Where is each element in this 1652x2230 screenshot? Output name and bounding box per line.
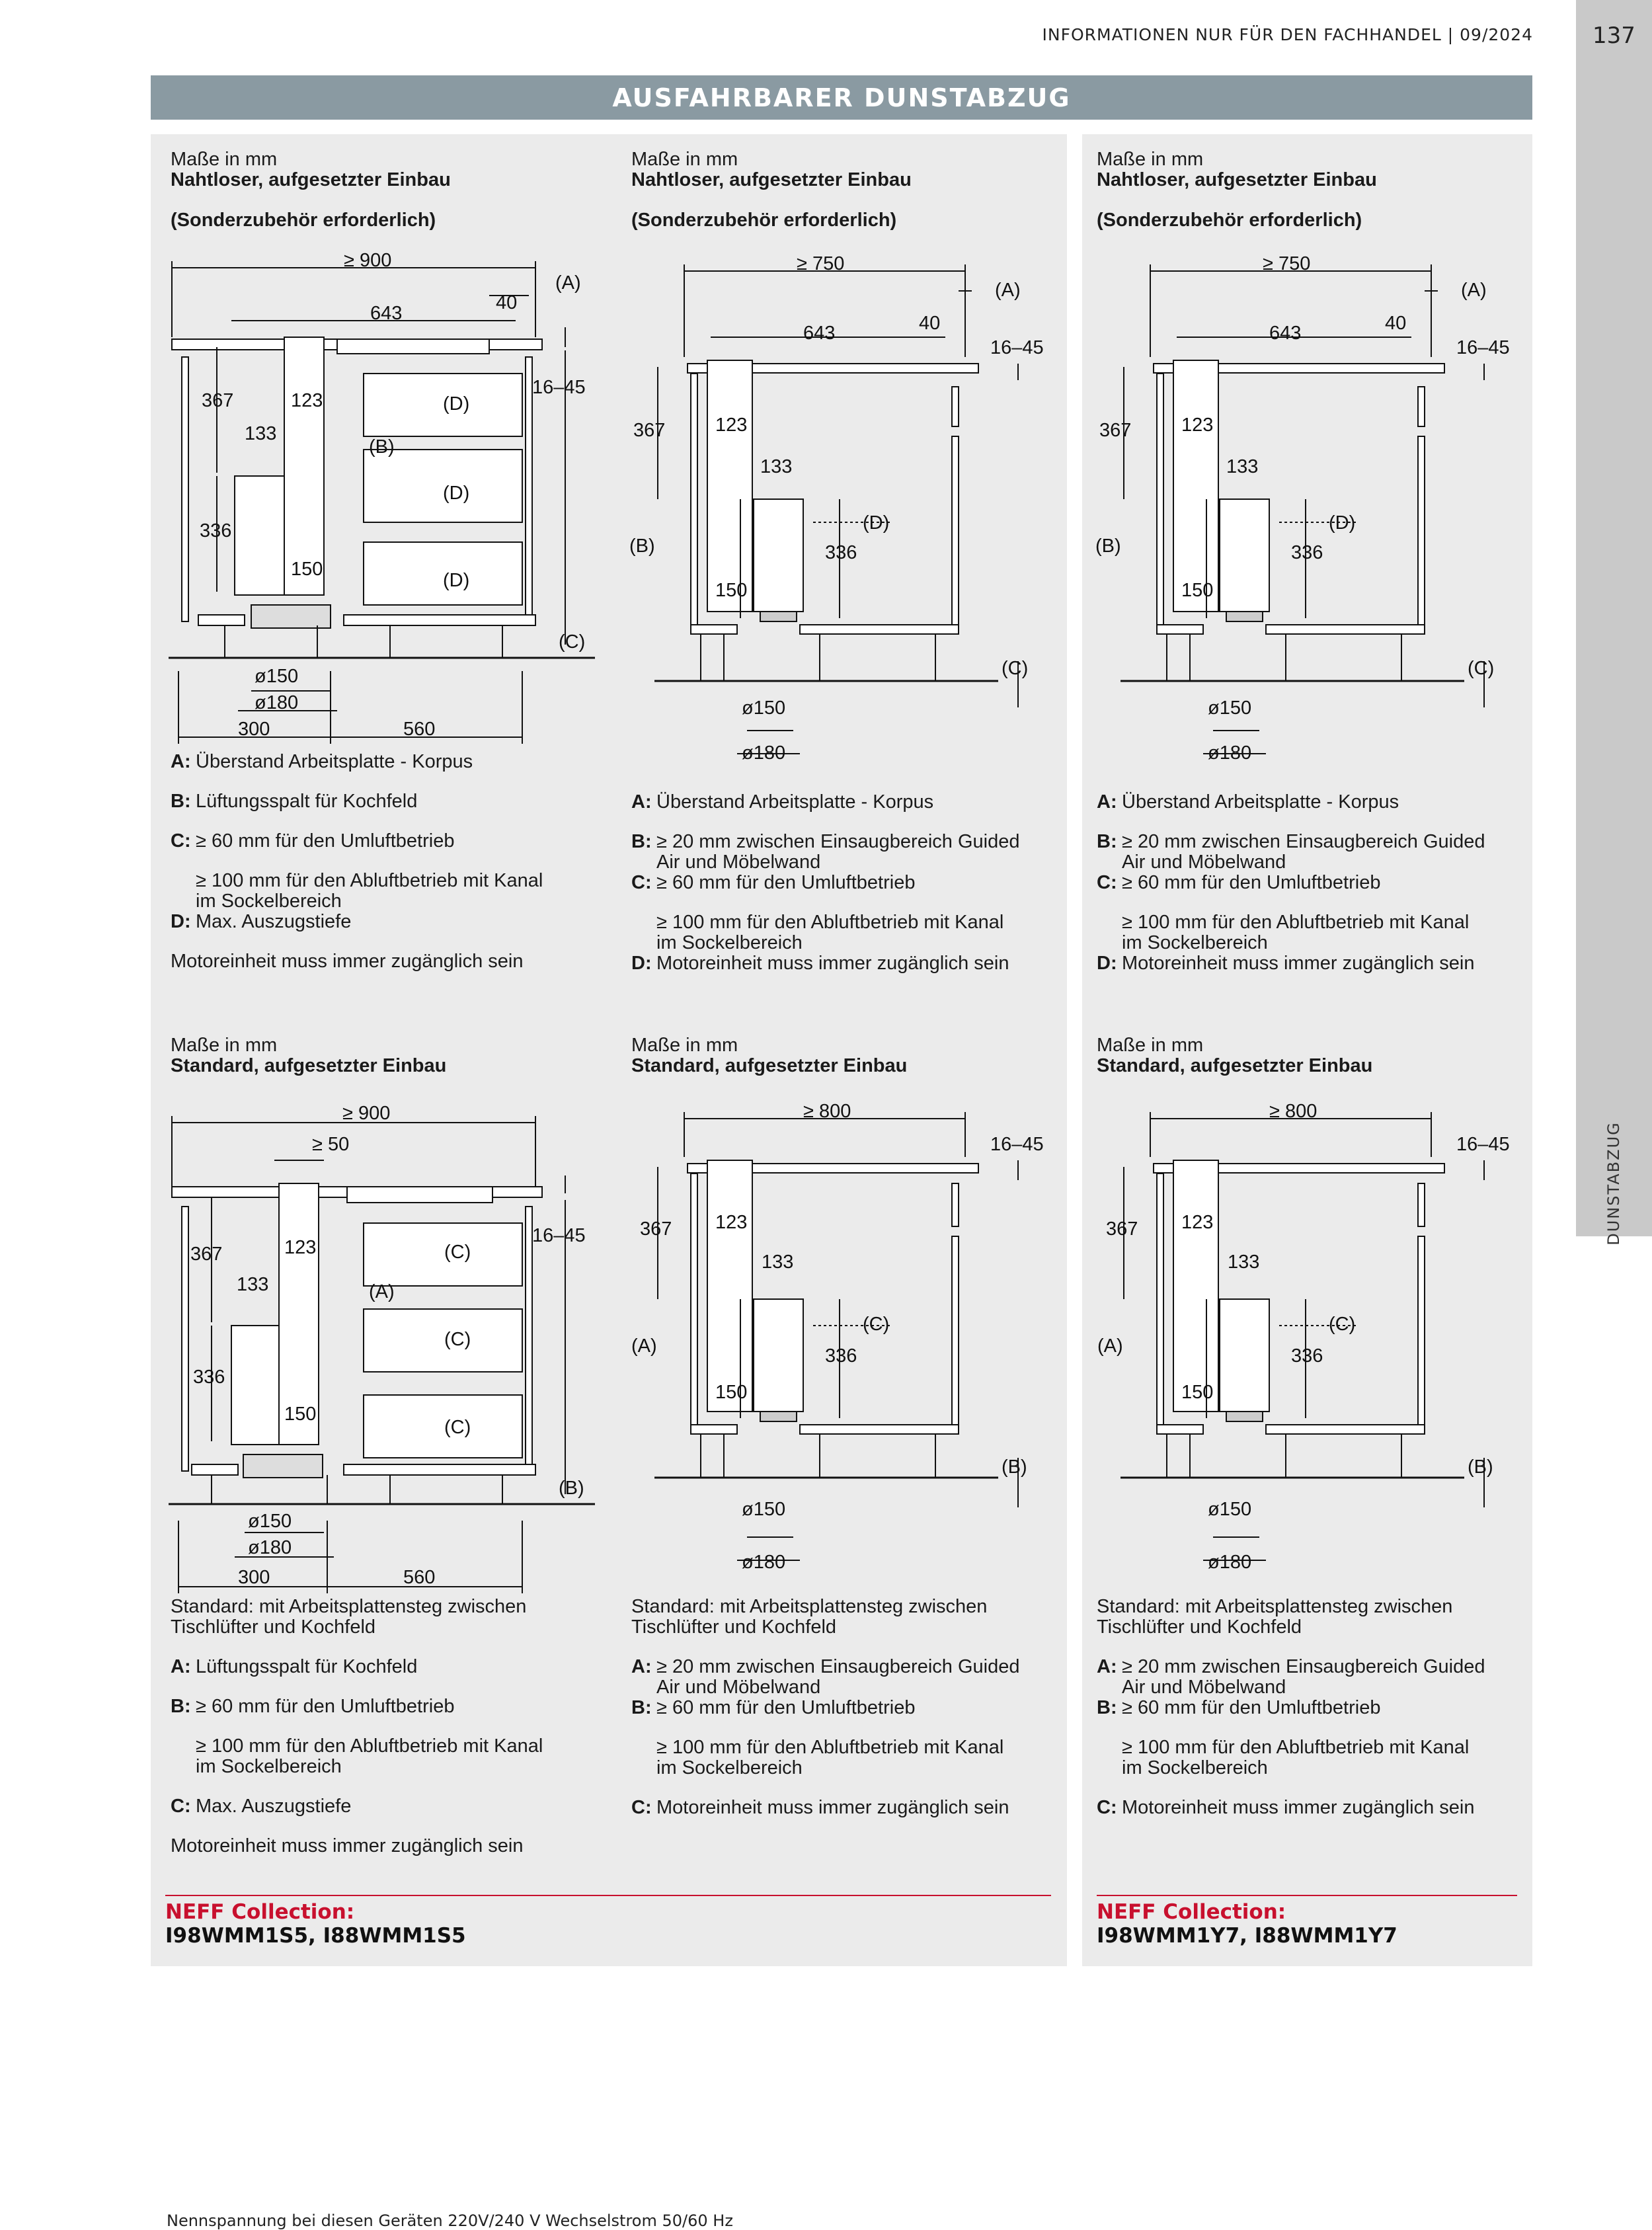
legend-item: A: Überstand Arbeitsplatte - Korpus: [171, 751, 473, 772]
label-d: (D): [863, 512, 890, 534]
legend-item: C: Motoreinheit muss immer zugänglich sein: [1097, 1797, 1475, 1818]
dim-336: 336: [193, 1367, 225, 1388]
dim-o180: ø180: [1208, 742, 1252, 764]
dim-o150: ø150: [742, 1499, 786, 1520]
legend-item: A: Lüftungsspalt für Kochfeld: [171, 1656, 418, 1677]
dim-133: 133: [245, 423, 277, 444]
legend-item: D: Motoreinheit muss immer zugänglich sein: [631, 953, 1009, 974]
dim-336: 336: [1291, 1345, 1323, 1367]
dim-300: 300: [238, 719, 270, 740]
dim-o180: ø180: [1208, 1552, 1252, 1573]
label-a: (A): [631, 1335, 657, 1357]
col3-top-legend: [1097, 792, 1492, 993]
dim-150: 150: [284, 1404, 317, 1425]
label-d-3: (D): [443, 570, 470, 591]
dim-40: 40: [919, 313, 941, 334]
dim-o150: ø150: [1208, 1499, 1252, 1520]
dim-123: 123: [1181, 415, 1214, 436]
dim-123: 123: [715, 415, 748, 436]
dim-16-45: 16–45: [532, 377, 586, 398]
legend-item: B: ≥ 60 mm für den Umluftbetrieb: [631, 1697, 916, 1718]
col3-top-diagram: [1094, 251, 1517, 774]
dim-o180: ø180: [742, 742, 786, 764]
accessory-note: (Sonderzubehör erforderlich): [631, 210, 897, 231]
dim-643: 643: [1269, 323, 1302, 344]
dim-336: 336: [825, 542, 857, 563]
unit-label: Maße in mm: [1097, 1035, 1204, 1056]
legend-item: A: Überstand Arbeitsplatte - Korpus: [631, 791, 934, 813]
side-label: DUNSTABZUG: [1604, 1121, 1623, 1246]
dim-width-total: ≥ 750: [1263, 253, 1311, 274]
footer-note: Nennspannung bei diesen Geräten 220V/240 V Wechselstrom 50/60 Hz: [167, 2211, 733, 2230]
dim-16-45: 16–45: [990, 1134, 1044, 1155]
dim-150: 150: [715, 580, 748, 601]
dim-336: 336: [1291, 542, 1323, 563]
dim-o180: ø180: [255, 692, 299, 713]
dim-133: 133: [237, 1274, 269, 1295]
install-type: Nahtloser, aufgesetzter Einbau: [1097, 169, 1377, 190]
header-info: INFORMATIONEN NUR FÜR DEN FACHHANDEL | 09/2024: [1042, 25, 1533, 44]
dim-133: 133: [1226, 456, 1259, 477]
dim-560: 560: [403, 1567, 436, 1588]
col3-bottom-heading: [1097, 1035, 1372, 1076]
legend-item: Standard: mit Arbeitsplattensteg zwischen Tischlüfter und Kochfeld: [171, 1596, 527, 1638]
install-type: Standard, aufgesetzter Einbau: [1097, 1055, 1373, 1076]
col2-top-legend: [631, 792, 1027, 993]
label-c: (C): [1329, 1314, 1356, 1335]
legend-item: Standard: mit Arbeitsplattensteg zwischen Tischlüfter und Kochfeld: [1097, 1596, 1453, 1638]
legend-item: A: ≥ 20 mm zwischen Einsaugbereich Guided Air und Möbelwand: [1097, 1656, 1485, 1698]
unit-label: Maße in mm: [1097, 149, 1204, 170]
label-b: (B): [559, 1478, 584, 1499]
neff-divider-left: [165, 1895, 1051, 1896]
unit-label: Maße in mm: [171, 1035, 278, 1056]
legend-item: B: ≥ 60 mm für den Umluftbetrieb: [171, 1696, 455, 1717]
dim-width-total: ≥ 800: [803, 1101, 851, 1122]
dim-o150: ø150: [255, 666, 299, 687]
unit-label: Maße in mm: [631, 1035, 738, 1056]
legend-item: ≥ 100 mm für den Abluftbetrieb mit Kanal im Sockelbereich: [196, 1735, 543, 1777]
col1-top-diagram: [159, 248, 608, 750]
dim-o150: ø150: [742, 697, 786, 719]
legend-item: ≥ 100 mm für den Abluftbetrieb mit Kanal im Sockelbereich: [656, 912, 1004, 953]
side-tab: [1576, 0, 1652, 1236]
legend-item: Motoreinheit muss immer zugänglich sein: [171, 1835, 524, 1856]
dim-367: 367: [640, 1218, 672, 1240]
col1-top-heading: [171, 149, 451, 231]
label-b: (B): [1468, 1456, 1493, 1478]
col2-bottom-diagram: [628, 1097, 1051, 1600]
col3-bottom-legend: [1097, 1597, 1493, 1837]
label-d-2: (D): [443, 483, 470, 504]
col1-top-legend: [171, 752, 567, 991]
neff-models-right: I98WMM1Y7, I88WMM1Y7: [1097, 1924, 1397, 1948]
dim-40: 40: [1385, 313, 1407, 334]
label-c: (C): [1002, 658, 1029, 679]
label-c: (C): [1468, 658, 1495, 679]
col2-top-diagram: [628, 251, 1051, 774]
page-number: 137: [1593, 22, 1635, 49]
dim-16-45: 16–45: [1456, 337, 1510, 358]
label-b: (B): [1095, 536, 1121, 557]
dim-o150: ø150: [248, 1511, 292, 1532]
label-b: (B): [1002, 1456, 1027, 1478]
label-a: (A): [555, 272, 581, 294]
label-d: (D): [1329, 512, 1356, 534]
label-a: (A): [1097, 1335, 1123, 1357]
label-a: (A): [369, 1281, 395, 1302]
dim-o180: ø180: [742, 1552, 786, 1573]
dim-123: 123: [291, 390, 323, 411]
dim-width-total: ≥ 750: [797, 253, 845, 274]
dim-150: 150: [715, 1382, 748, 1403]
dim-o150: ø150: [1208, 697, 1252, 719]
dim-16-45: 16–45: [1456, 1134, 1510, 1155]
legend-item: A: Überstand Arbeitsplatte - Korpus: [1097, 791, 1399, 813]
install-type: Standard, aufgesetzter Einbau: [631, 1055, 908, 1076]
dim-336: 336: [825, 1345, 857, 1367]
legend-item: A: ≥ 20 mm zwischen Einsaugbereich Guided Air und Möbelwand: [631, 1656, 1020, 1698]
accessory-note: (Sonderzubehör erforderlich): [171, 210, 436, 231]
dim-643: 643: [803, 323, 836, 344]
col2-bottom-heading: [631, 1035, 907, 1076]
dim-133: 133: [760, 456, 793, 477]
col3-bottom-diagram: [1094, 1097, 1517, 1600]
col1-bottom-diagram: [159, 1097, 608, 1600]
dim-40: 40: [496, 292, 518, 313]
unit-label: Maße in mm: [631, 149, 738, 170]
legend-item: ≥ 100 mm für den Abluftbetrieb mit Kanal im Sockelbereich: [656, 1737, 1004, 1778]
unit-label: Maße in mm: [171, 149, 278, 170]
install-type: Standard, aufgesetzter Einbau: [171, 1055, 447, 1076]
dim-123: 123: [715, 1212, 748, 1233]
dim-367: 367: [1099, 420, 1132, 441]
label-c-3: (C): [444, 1417, 471, 1438]
dim-o180: ø180: [248, 1537, 292, 1558]
dim-150: 150: [1181, 580, 1214, 601]
legend-item: C: ≥ 60 mm für den Umluftbetrieb: [171, 830, 455, 852]
install-type: Nahtloser, aufgesetzter Einbau: [171, 169, 451, 190]
dim-560: 560: [403, 719, 436, 740]
dim-16-45: 16–45: [990, 337, 1044, 358]
legend-item: B: ≥ 20 mm zwischen Einsaugbereich Guided Air und Möbelwand: [631, 831, 1020, 873]
dim-123: 123: [284, 1237, 317, 1258]
legend-item: C: Motoreinheit muss immer zugänglich sein: [631, 1797, 1009, 1818]
install-type: Nahtloser, aufgesetzter Einbau: [631, 169, 912, 190]
page-title: AUSFAHRBARER DUNSTABZUG: [151, 75, 1532, 120]
legend-item: ≥ 100 mm für den Abluftbetrieb mit Kanal im Sockelbereich: [1122, 912, 1470, 953]
dim-133: 133: [1228, 1252, 1260, 1273]
dim-300: 300: [238, 1567, 270, 1588]
legend-item: Motoreinheit muss immer zugänglich sein: [171, 951, 524, 972]
neff-title-left: NEFF Collection:: [165, 1900, 355, 1924]
neff-models-left: I98WMM1S5, I88WMM1S5: [165, 1924, 466, 1948]
dim-123: 123: [1181, 1212, 1214, 1233]
dim-643: 643: [370, 303, 403, 324]
dim-133: 133: [762, 1252, 794, 1273]
label-b: (B): [369, 436, 395, 458]
legend-item: C: Max. Auszugstiefe: [171, 1796, 352, 1817]
col2-top-heading: [631, 149, 912, 231]
dim-367: 367: [202, 390, 234, 411]
label-c-2: (C): [444, 1329, 471, 1350]
label-a: (A): [1461, 280, 1487, 301]
dim-367: 367: [1106, 1218, 1138, 1240]
label-a: (A): [995, 280, 1021, 301]
dim-367: 367: [190, 1244, 223, 1265]
neff-title-right: NEFF Collection:: [1097, 1900, 1286, 1924]
dim-width-total: ≥ 900: [344, 250, 392, 271]
dim-16-45: 16–45: [532, 1225, 586, 1246]
col1-bottom-legend: [171, 1597, 567, 1876]
legend-item: D: Max. Auszugstiefe: [171, 911, 352, 932]
label-b: (B): [629, 536, 655, 557]
neff-divider-right: [1097, 1895, 1517, 1896]
dim-150: 150: [291, 559, 323, 580]
legend-item: D: Motoreinheit muss immer zugänglich sein: [1097, 953, 1475, 974]
legend-item: B: ≥ 60 mm für den Umluftbetrieb: [1097, 1697, 1381, 1718]
dim-367: 367: [633, 420, 666, 441]
label-d-1: (D): [443, 393, 470, 415]
dim-150: 150: [1181, 1382, 1214, 1403]
dim-width-total: ≥ 900: [342, 1103, 391, 1124]
col1-bottom-heading: [171, 1035, 446, 1076]
col2-bottom-legend: [631, 1597, 1028, 1837]
legend-item: ≥ 100 mm für den Abluftbetrieb mit Kanal im Sockelbereich: [196, 870, 543, 912]
label-c: (C): [863, 1314, 890, 1335]
legend-item: C: ≥ 60 mm für den Umluftbetrieb: [631, 872, 916, 893]
label-c: (C): [559, 631, 586, 653]
legend-item: ≥ 100 mm für den Abluftbetrieb mit Kanal im Sockelbereich: [1122, 1737, 1470, 1778]
label-c-1: (C): [444, 1242, 471, 1263]
legend-item: C: ≥ 60 mm für den Umluftbetrieb: [1097, 872, 1381, 893]
accessory-note: (Sonderzubehör erforderlich): [1097, 210, 1362, 231]
dim-336: 336: [200, 520, 232, 541]
legend-item: Standard: mit Arbeitsplattensteg zwischen Tischlüfter und Kochfeld: [631, 1596, 988, 1638]
dim-50: ≥ 50: [312, 1134, 350, 1155]
legend-item: B: ≥ 20 mm zwischen Einsaugbereich Guided Air und Möbelwand: [1097, 831, 1485, 873]
dim-width-total: ≥ 800: [1269, 1101, 1318, 1122]
col3-top-heading: [1097, 149, 1377, 231]
legend-item: B: Lüftungsspalt für Kochfeld: [171, 791, 418, 812]
